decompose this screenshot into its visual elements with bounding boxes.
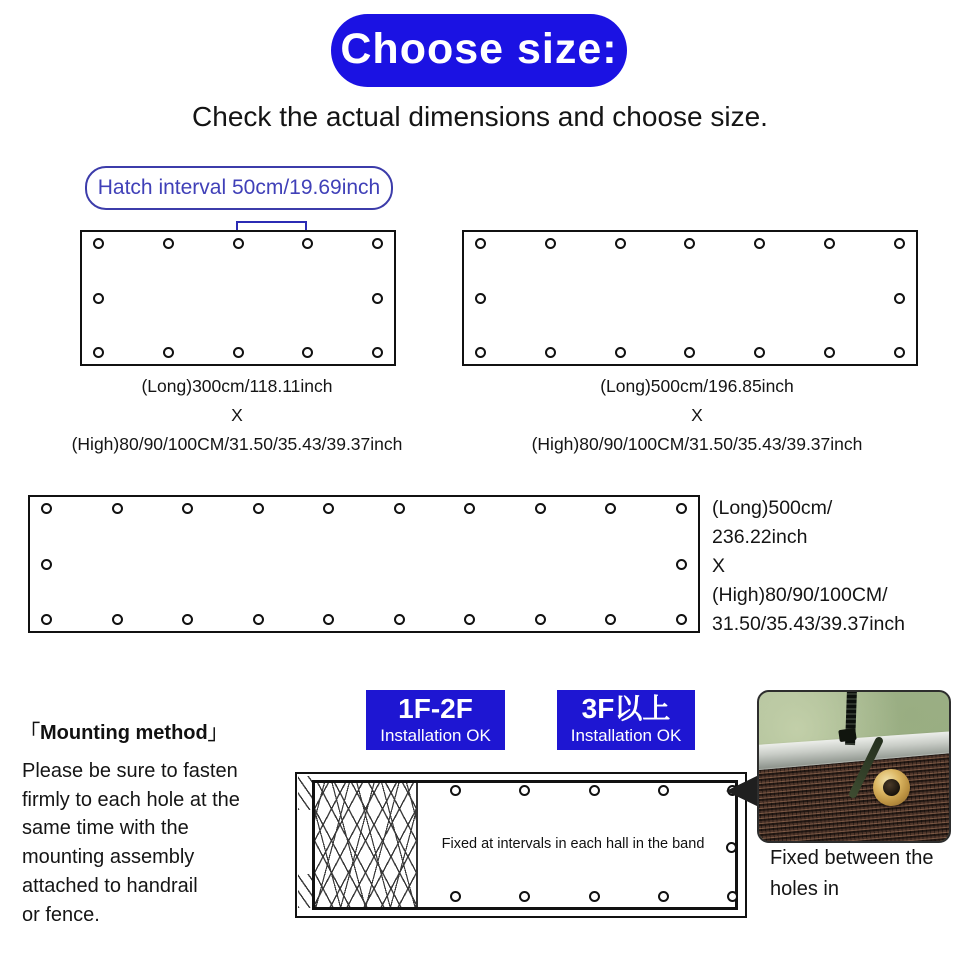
photo-caption: Fixed between the holes in: [770, 847, 934, 900]
instruction-line: mounting assembly: [22, 846, 195, 869]
hole-row-top: [41, 503, 687, 514]
grommet-hole: [163, 238, 174, 249]
grommet-hole: [323, 614, 334, 625]
grommet-hole: [519, 891, 530, 902]
dimension-line: X: [712, 555, 726, 577]
instruction-line: same time with the: [22, 817, 189, 840]
hole-row-bottom: [93, 347, 383, 358]
badge-floor-label: 1F-2F: [398, 693, 473, 724]
grommet-hole: [372, 238, 383, 249]
badge-installation-label: Installation OK: [570, 726, 682, 745]
grommet-hole: [93, 347, 104, 358]
grommet-hole: [394, 503, 405, 514]
panel-500cm-wide-dimensions: [712, 494, 958, 639]
grommet-hole: [464, 614, 475, 625]
instruction-line: attached to handrail: [22, 874, 198, 897]
panel-500cm-dimensions: [497, 372, 897, 459]
choose-size-banner: Choose size:: [331, 14, 627, 87]
grommet-hole: [464, 503, 475, 514]
grommet-hole: [754, 238, 765, 249]
grommet-hole: [475, 238, 486, 249]
grommet-hole: [253, 503, 264, 514]
grommet-hole: [394, 614, 405, 625]
badge-1f-2f: [366, 690, 505, 750]
dimension-line: (High)80/90/100CM/31.50/35.43/39.37inch: [71, 434, 403, 454]
grommet-hole: [754, 347, 765, 358]
grommet-hole: [676, 503, 687, 514]
grommet-hole: [253, 614, 264, 625]
grommet-hole: [302, 347, 313, 358]
dimension-line: X: [231, 405, 243, 425]
grommet-hole: [93, 238, 104, 249]
hole-row-middle: [93, 293, 383, 304]
grommet-hole: [658, 785, 669, 796]
badge-installation-label: Installation OK: [380, 726, 491, 745]
grommet-hole: [545, 347, 556, 358]
grommet-hole: [182, 614, 193, 625]
grommet-hole: [233, 238, 244, 249]
edge-hatch-top: [298, 776, 312, 810]
dimension-line: (Long)500cm/: [712, 497, 833, 519]
grommet-hole: [589, 891, 600, 902]
grommet-hole: [684, 238, 695, 249]
grommet-hole: [233, 347, 244, 358]
hole-row-middle: [41, 559, 687, 570]
grommet-hole: [894, 293, 905, 304]
grommet-hole: [824, 347, 835, 358]
dimension-line: (Long)300cm/118.11inch: [141, 376, 333, 396]
hatch-interval-label: Hatch interval 50cm/19.69inch: [85, 166, 393, 210]
hole-row-top: [475, 238, 905, 249]
grommet-hole: [605, 503, 616, 514]
grommet-hole: [615, 238, 626, 249]
screen-panel-300cm: [80, 230, 396, 366]
dimension-line: X: [691, 405, 703, 425]
grommet-hole: [519, 785, 530, 796]
mesh-hatch-pattern: [315, 783, 418, 907]
grommet-hole: [323, 503, 334, 514]
instruction-line: Please be sure to fasten: [22, 760, 238, 782]
subtitle-text: Check the actual dimensions and choose size.: [192, 101, 768, 132]
instruction-line: firmly to each hole at the: [22, 788, 240, 811]
instruction-line: or fence.: [22, 903, 100, 926]
hole-row-top: [93, 238, 383, 249]
screen-panel-500cm: [462, 230, 918, 366]
dimension-line: (Long)500cm/196.85inch: [600, 376, 794, 396]
dimension-line: (High)80/90/100CM/31.50/35.43/39.37inch: [531, 434, 863, 454]
grommet-hole: [41, 503, 52, 514]
panel-300cm-dimensions: [37, 372, 437, 459]
edge-hatch-bottom: [298, 874, 312, 908]
grommet-hole: [450, 891, 461, 902]
grommet-hole: [676, 559, 687, 570]
band-hole-row-top: [450, 785, 738, 796]
grommet-hole: [41, 614, 52, 625]
grommet-hole: [545, 238, 556, 249]
grommet-hole: [684, 347, 695, 358]
grommet-hole: [372, 347, 383, 358]
grommet-hole: [615, 347, 626, 358]
badge-floor-label: 3F以上: [581, 693, 671, 724]
mounting-instructions: [22, 757, 312, 929]
dimension-line: 31.50/35.43/39.37inch: [712, 613, 906, 635]
grommet-hole: [894, 347, 905, 358]
grommet-hole: [112, 614, 123, 625]
dimension-line: 236.22inch: [712, 526, 808, 548]
hole-row-middle: [475, 293, 905, 304]
grommet-hole: [824, 238, 835, 249]
grommet-hole: [727, 891, 738, 902]
grommet-hole: [475, 347, 486, 358]
grommet-hole: [894, 238, 905, 249]
grommet-hole: [605, 614, 616, 625]
dimension-line: (High)80/90/100CM/: [712, 584, 888, 606]
band-hole-middle-right: [726, 840, 737, 858]
grommet-hole: [182, 503, 193, 514]
grommet-hole: [658, 891, 669, 902]
grommet-hole: [589, 785, 600, 796]
grommet-hole: [372, 293, 383, 304]
mounting-photo: [757, 690, 951, 843]
hole-row-bottom: [41, 614, 687, 625]
grommet-hole: [535, 614, 546, 625]
grommet-hole: [93, 293, 104, 304]
grommet-hole: [112, 503, 123, 514]
mounting-method-heading: 「Mounting method」: [20, 722, 228, 744]
hole-row-bottom: [475, 347, 905, 358]
grommet-hole: [726, 842, 737, 853]
grommet-hole: [450, 785, 461, 796]
screen-panel-500cm-wide: [28, 495, 700, 633]
grommet-hole: [676, 614, 687, 625]
grommet-hole: [302, 238, 313, 249]
grommet-hole: [535, 503, 546, 514]
badge-3f-up: [557, 690, 695, 750]
grommet-hole: [41, 559, 52, 570]
band-diagram-label: Fixed at intervals in each hall in the band: [441, 836, 705, 852]
grommet-hole: [475, 293, 486, 304]
grommet-hole: [163, 347, 174, 358]
band-hole-row-bottom: [450, 891, 738, 902]
